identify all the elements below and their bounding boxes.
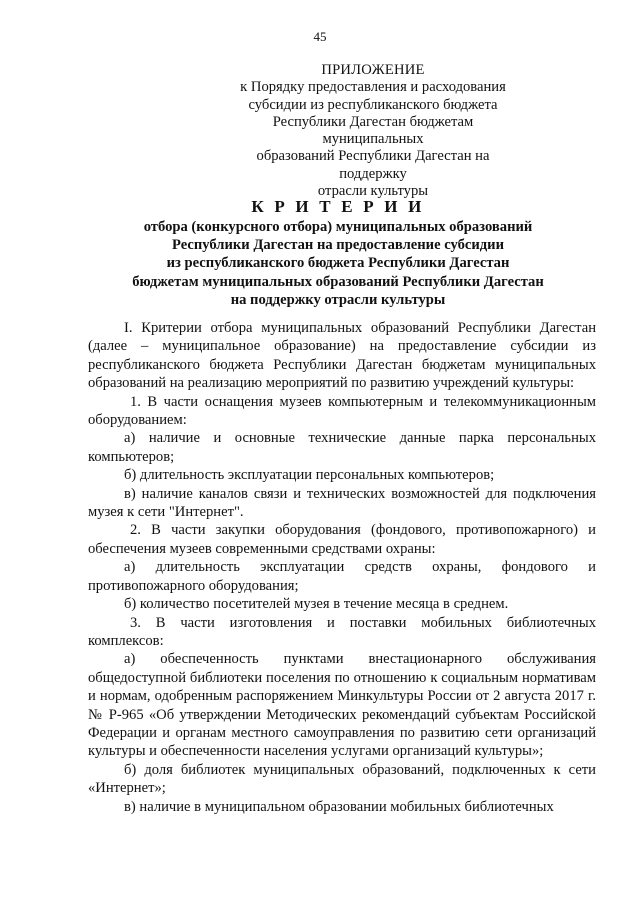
appendix-line: субсидии из республиканского бюджета: [248, 96, 498, 113]
criteria-subtitle-line: на поддержку отрасли культуры: [230, 291, 446, 308]
paragraph-item-1a: а) наличие и основные технические данные парка персональных компьютеров;: [88, 430, 596, 465]
paragraph-item-1c: в) наличие каналов связи и технических возможностей для подключения музея к сети "Интернет".: [88, 485, 596, 521]
paragraph-item-2a: а) длительность эксплуатации средств охраны, фондового и противопожарного оборудования;: [88, 559, 596, 594]
paragraph-item-1b: б) длительность эксплуатации персональных компьютеров;: [124, 467, 495, 484]
paragraph-item-3: 3. В части изготовления и поставки мобильных библиотечных комплексов:: [88, 614, 596, 649]
paragraph-item-2b: б) количество посетителей музея в течение месяца в среднем.: [124, 596, 509, 613]
criteria-title: К Р И Т Е Р И И: [251, 197, 425, 216]
paragraph-item-3b: б) доля библиотек муниципальных образований, подключенных к сети «Интернет»;: [88, 761, 596, 797]
appendix-line: образований Республики Дагестан на поддержку: [256, 148, 490, 182]
appendix-block: [238, 62, 508, 200]
page-number: 45: [313, 29, 327, 44]
paragraph-section-1: I. Критерии отбора муниципальных образований Республики Дагестан (далее – муниципальное образование) на предоставление субсидии из республиканского бюджета Республики Дагестан бюджетам муниципальных образований на реализацию мероприятий по развитию учреждений культуры:: [88, 320, 596, 392]
criteria-subtitle-line: бюджетам муниципальных образований Республики Дагестан: [132, 273, 544, 290]
body-text: [88, 319, 596, 816]
criteria-subtitle-line: из республиканского бюджета Республики Дагестан: [166, 255, 510, 272]
criteria-heading-block: [88, 197, 588, 309]
paragraph-item-1: 1. В части оснащения музеев компьютерным и телекоммуникационным оборудованием:: [88, 393, 596, 429]
appendix-title: ПРИЛОЖЕНИЕ: [321, 62, 425, 78]
paragraph-item-3c: в) наличие в муниципальном образовании мобильных библиотечных: [124, 798, 554, 815]
paragraph-item-3a: а) обеспеченность пунктами внестационарного обслуживания общедоступной библиотеки поселения по отношению к социальным нормативам и нормам, одобренным распоряжением Минкультуры России от 2 августа 2017 г. № Р-965 «Об утверждении Методических рекомендаций субъектам Российской Федерации и органам местного самоуправления по развитию сети организаций культуры и обеспеченности населения услугами организаций культуры»;: [88, 651, 596, 760]
appendix-line: к Порядку предоставления и расходования: [240, 79, 506, 96]
criteria-subtitle-line: отбора (конкурсного отбора) муниципальных образований: [143, 219, 533, 235]
appendix-line: Республики Дагестан бюджетам муниципальных: [272, 113, 474, 148]
paragraph-item-2: 2. В части закупки оборудования (фондового, противопожарного) и обеспечения музеев современными средствами охраны:: [88, 522, 596, 557]
criteria-subtitle-line: Республики Дагестан на предоставление субсидии: [171, 237, 504, 254]
appendix-line: отрасли культуры: [317, 183, 429, 200]
